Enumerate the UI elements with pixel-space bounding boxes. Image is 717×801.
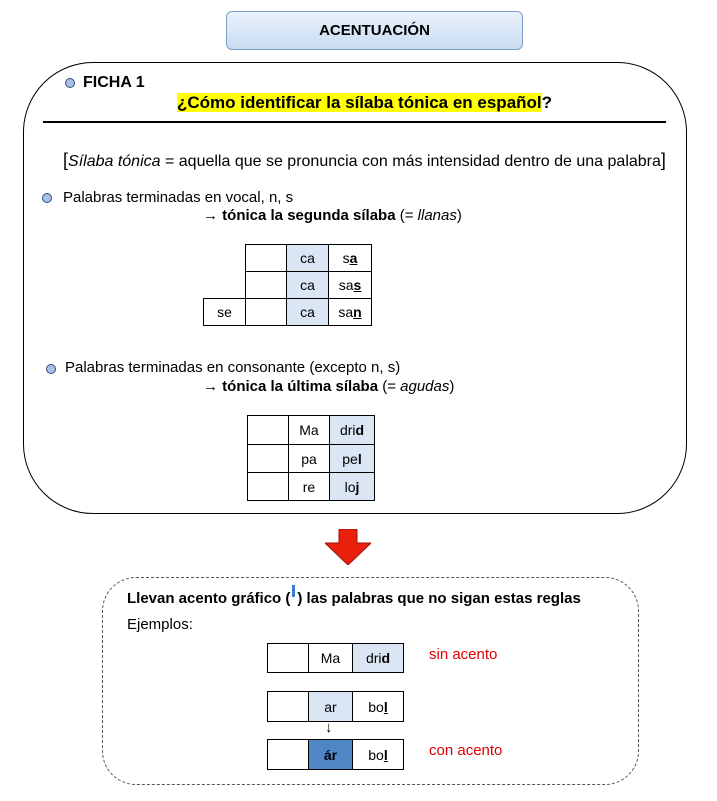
syllable-text: pe [342, 450, 358, 467]
tonic-syllable-cell [330, 473, 375, 501]
table-row [204, 272, 372, 299]
question-highlight: ¿Cómo identificar la sílaba tónica en español [177, 93, 542, 112]
table-cell [329, 272, 372, 299]
table-row [204, 245, 372, 272]
page-title: ACENTUACIÓN [226, 11, 523, 50]
table-cell: re [289, 473, 330, 501]
table-cell [204, 245, 246, 272]
table-row [248, 445, 375, 473]
accented-syllable-cell: ár [309, 740, 353, 770]
con-acento-note: con acento [429, 742, 503, 759]
final-letter: d [381, 650, 391, 666]
bracket-open: [ [63, 150, 69, 170]
bullet-icon [46, 364, 56, 374]
paren-close: ) [456, 207, 462, 224]
final-letter: d [355, 422, 365, 438]
syllable-text: sa [338, 277, 354, 293]
example-table-con-acento [267, 739, 404, 770]
rule2-result-text: tónica la última sílaba [222, 378, 379, 395]
divider-line [43, 121, 666, 123]
rule1-term: llanas [417, 207, 457, 224]
table-cell [248, 416, 289, 445]
paren-open: (= [378, 378, 401, 395]
ficha-question [177, 93, 552, 113]
table-row [248, 473, 375, 501]
syllable-table-agudas [247, 415, 375, 501]
table-cell [268, 692, 309, 722]
table-cell: pa [289, 445, 330, 473]
rule2-result [203, 378, 454, 395]
red-down-arrow-icon [325, 529, 371, 565]
tonic-syllable-cell: ar [309, 692, 353, 722]
accent-heading-start: Llevan acento gráfico ( [127, 590, 291, 607]
bullet-icon [42, 193, 52, 203]
tonic-syllable-cell: ca [287, 272, 329, 299]
rule2-term: agudas [400, 378, 450, 395]
table-cell: Ma [309, 644, 353, 673]
bullet-icon [65, 78, 75, 88]
syllable-text: dri [339, 422, 356, 438]
table-cell [246, 299, 287, 326]
syllable-text: sa [338, 304, 354, 320]
syllable-text: bo [368, 746, 384, 763]
arrow-right-icon: → [203, 207, 218, 224]
bracket-close: ] [660, 150, 666, 170]
question-mark: ? [541, 93, 553, 112]
table-row [268, 692, 404, 722]
example-table-arbol [267, 691, 404, 722]
accent-heading-end: ) las palabras que no sigan estas reglas [297, 590, 581, 607]
table-cell [353, 740, 404, 770]
rule2-condition: Palabras terminadas en consonante (excepto n, s) [65, 359, 401, 376]
final-letter: j [355, 478, 360, 495]
table-cell: se [204, 299, 246, 326]
table-cell [329, 299, 372, 326]
tonic-syllable-cell [353, 644, 404, 673]
syllable-text: lo [344, 478, 356, 495]
table-row [268, 740, 404, 770]
definition-text: = aquella que se pronuncia con más intensidad dentro de una palabra [160, 153, 661, 170]
accent-heading [127, 585, 581, 607]
paren-open: (= [395, 207, 418, 224]
final-letter: s [353, 277, 362, 293]
table-cell [353, 692, 404, 722]
definition-term: Sílaba tónica [68, 153, 161, 170]
syllable-text: dri [365, 650, 382, 666]
table-cell [329, 245, 372, 272]
rule1-result [203, 207, 462, 224]
table-cell [204, 272, 246, 299]
rule1-result-text: tónica la segunda sílaba [222, 207, 396, 224]
final-letter: l [383, 698, 388, 715]
table-row [204, 299, 372, 326]
table-cell: Ma [289, 416, 330, 445]
tonic-syllable-cell: ca [287, 299, 329, 326]
example-table-sin-acento [267, 643, 404, 673]
accent-mark-icon [292, 585, 295, 597]
syllable-text: s [342, 250, 350, 266]
arrow-right-icon: → [203, 378, 218, 395]
down-arrow-icon: ↓ [325, 719, 333, 736]
tonic-syllable-cell [330, 416, 375, 445]
table-cell [246, 245, 287, 272]
table-row [248, 416, 375, 445]
final-letter: l [383, 746, 388, 763]
table-row [268, 644, 404, 673]
syllable-table-llanas [203, 244, 372, 326]
syllable-text: bo [368, 698, 384, 715]
table-cell [268, 740, 309, 770]
tonic-syllable-cell [330, 445, 375, 473]
table-cell [268, 644, 309, 673]
paren-close: ) [449, 378, 455, 395]
final-letter: a [349, 250, 358, 266]
table-cell [248, 473, 289, 501]
rule1-condition: Palabras terminadas en vocal, n, s [63, 189, 294, 206]
final-letter: l [357, 450, 362, 467]
final-letter: n [353, 304, 362, 320]
tonic-syllable-cell: ca [287, 245, 329, 272]
ficha-label: FICHA 1 [83, 74, 145, 91]
table-cell [248, 445, 289, 473]
table-cell [246, 272, 287, 299]
definition [63, 150, 666, 171]
sin-acento-note: sin acento [429, 646, 498, 663]
examples-label: Ejemplos: [127, 616, 193, 633]
